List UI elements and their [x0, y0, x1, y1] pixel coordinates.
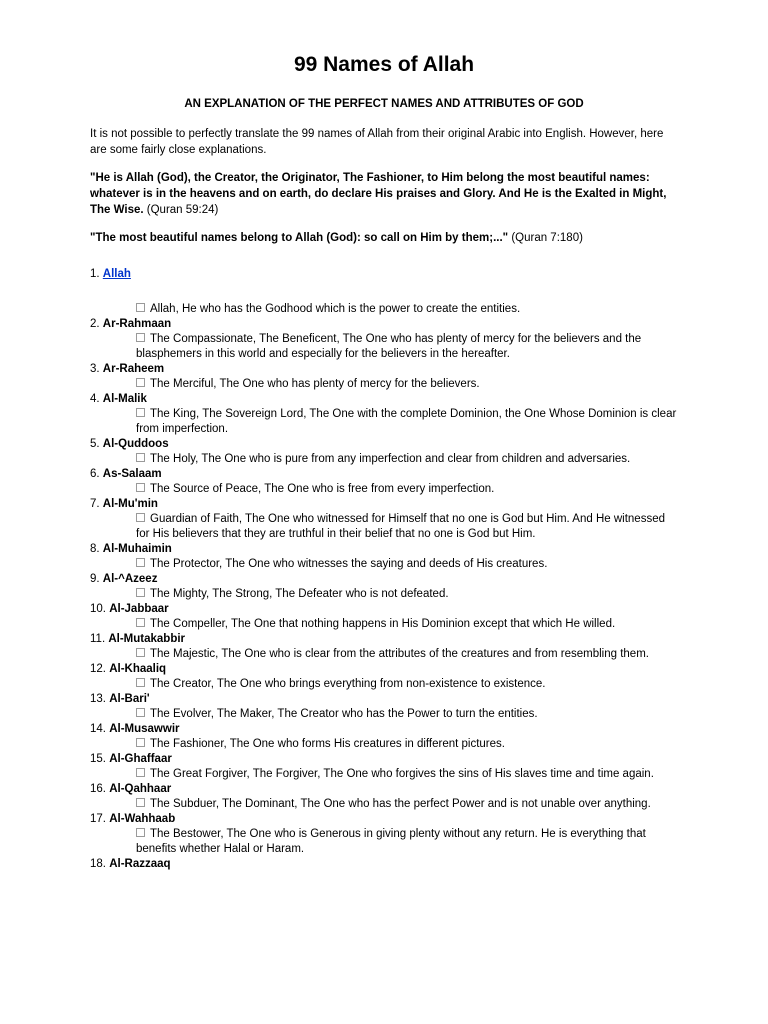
- name-entry: [90, 362, 678, 392]
- name-heading: [90, 317, 678, 332]
- name-entry: [90, 392, 678, 437]
- quote-text: "The most beautiful names belong to Allah (God): so call on Him by them;...": [90, 232, 509, 244]
- name-heading: [90, 782, 678, 797]
- name-entry: [90, 857, 678, 872]
- name-title: Ar-Rahmaan: [102, 318, 172, 330]
- name-entry: [90, 632, 678, 662]
- name-entry: [90, 782, 678, 812]
- name-title: Al-Qahhaar: [109, 783, 172, 795]
- name-description: [90, 452, 678, 467]
- name-title: Al-Muhaimin: [102, 543, 172, 555]
- name-title: As-Salaam: [102, 468, 162, 480]
- name-number: 15.: [90, 753, 106, 765]
- bullet-box-icon: [136, 513, 145, 522]
- name-title: Al-Quddoos: [102, 438, 169, 450]
- name-number: 1.: [90, 268, 100, 280]
- name-entry: [90, 467, 678, 497]
- name-description-text: The Compeller, The One that nothing happens in His Dominion except that which He willed.: [150, 618, 616, 630]
- name-heading: [90, 602, 678, 617]
- name-description-text: The Evolver, The Maker, The Creator who has the Power to turn the entities.: [150, 708, 538, 720]
- name-title: Al-Jabbaar: [109, 603, 169, 615]
- quote-surah-59: [90, 170, 678, 218]
- page-title: 99 Names of Allah: [293, 53, 475, 76]
- bullet-box-icon: [136, 378, 145, 387]
- name-description: [90, 482, 678, 497]
- name-description-text: The Merciful, The One who has plenty of mercy for the believers.: [150, 378, 480, 390]
- bullet-box-icon: [136, 618, 145, 627]
- name-heading: [90, 632, 678, 647]
- name-number: 18.: [90, 858, 106, 870]
- name-description: [90, 617, 678, 632]
- name-number: 9.: [90, 573, 100, 585]
- bullet-box-icon: [136, 708, 145, 717]
- name-description-text: The Majestic, The One who is clear from the attributes of the creatures and from resembling them.: [150, 648, 649, 660]
- name-description-text: The Great Forgiver, The Forgiver, The One who forgives the sins of His slaves time and time again.: [150, 768, 654, 780]
- bullet-box-icon: [136, 333, 145, 342]
- name-description-text: The Source of Peace, The One who is free from every imperfection.: [150, 483, 495, 495]
- name-description-text: The Fashioner, The One who forms His creatures in different pictures.: [150, 738, 505, 750]
- quote-text: "He is Allah (God), the Creator, the Originator, The Fashioner, to Him belong the most beautiful names: whatever is in the heavens and on earth, do declare His praises and Glory. And He is the Exalted in Might, The Wise.: [90, 172, 667, 216]
- quote-reference: (Quran 7:180): [508, 232, 583, 244]
- name-entry: [90, 497, 678, 542]
- name-number: 14.: [90, 723, 106, 735]
- name-heading: [90, 857, 678, 872]
- name-description-text: The Protector, The One who witnesses the saying and deeds of His creatures.: [150, 558, 548, 570]
- bullet-box-icon: [136, 738, 145, 747]
- bullet-box-icon: [136, 588, 145, 597]
- name-number: 3.: [90, 363, 100, 375]
- name-title: Ar-Raheem: [102, 363, 165, 375]
- name-heading: [90, 572, 678, 587]
- name-heading: [90, 497, 678, 512]
- name-link[interactable]: Allah: [102, 268, 131, 280]
- name-number: 8.: [90, 543, 100, 555]
- name-number: 13.: [90, 693, 106, 705]
- bullet-box-icon: [136, 453, 145, 462]
- name-heading: [90, 692, 678, 707]
- name-title: Al-Wahhaab: [109, 813, 176, 825]
- name-description-text: The Compassionate, The Beneficent, The One who has plenty of mercy for the believers and the blasphemers in this world and especially for the believers in the hereafter.: [136, 333, 642, 360]
- name-entry: [90, 317, 678, 362]
- name-number: 7.: [90, 498, 100, 510]
- bullet-box-icon: [136, 558, 145, 567]
- name-heading: [90, 267, 678, 282]
- name-title: Al-^Azeez: [102, 573, 158, 585]
- name-heading: [90, 752, 678, 767]
- name-heading: [90, 362, 678, 377]
- name-heading: [90, 437, 678, 452]
- bullet-box-icon: [136, 303, 145, 312]
- bullet-box-icon: [136, 483, 145, 492]
- name-description-text: The King, The Sovereign Lord, The One with the complete Dominion, the One Whose Dominion is clear from imperfection.: [136, 408, 677, 435]
- page-subtitle: AN EXPLANATION OF THE PERFECT NAMES AND ATTRIBUTES OF GOD: [184, 98, 584, 110]
- name-description-text: The Holy, The One who is pure from any imperfection and clear from children and adversaries.: [150, 453, 631, 465]
- name-description: [90, 707, 678, 722]
- name-description: [90, 587, 678, 602]
- bullet-box-icon: [136, 828, 145, 837]
- name-description: [90, 377, 678, 392]
- name-number: 2.: [90, 318, 100, 330]
- name-entry: [90, 752, 678, 782]
- name-title: Al-Musawwir: [109, 723, 180, 735]
- name-title: Al-Mu'min: [102, 498, 158, 510]
- name-description: [90, 797, 678, 812]
- name-heading: [90, 392, 678, 407]
- name-entry: [90, 722, 678, 752]
- bullet-box-icon: [136, 648, 145, 657]
- name-number: 11.: [90, 633, 106, 645]
- name-heading: [90, 722, 678, 737]
- name-title: Al-Ghaffaar: [109, 753, 172, 765]
- name-description: [90, 767, 678, 782]
- name-heading: [90, 812, 678, 827]
- name-description: [90, 647, 678, 662]
- name-number: 16.: [90, 783, 106, 795]
- name-entry: [90, 602, 678, 632]
- bullet-box-icon: [136, 678, 145, 687]
- name-entry: [90, 267, 678, 317]
- name-number: 12.: [90, 663, 106, 675]
- name-description-text: The Mighty, The Strong, The Defeater who is not defeated.: [150, 588, 449, 600]
- name-description-text: The Creator, The One who brings everything from non-existence to existence.: [150, 678, 546, 690]
- bullet-box-icon: [136, 798, 145, 807]
- name-number: 10.: [90, 603, 106, 615]
- name-number: 6.: [90, 468, 100, 480]
- name-number: 4.: [90, 393, 100, 405]
- name-description-text: Allah, He who has the Godhood which is the power to create the entities.: [150, 303, 521, 315]
- name-number: 5.: [90, 438, 100, 450]
- bullet-box-icon: [136, 408, 145, 417]
- name-description: [90, 332, 678, 362]
- name-description: [90, 302, 678, 317]
- name-description: [90, 557, 678, 572]
- names-list: [90, 267, 678, 872]
- name-entry: [90, 542, 678, 572]
- name-description: [90, 677, 678, 692]
- name-description-text: The Subduer, The Dominant, The One who has the perfect Power and is not unable over anything.: [150, 798, 651, 810]
- name-entry: [90, 572, 678, 602]
- intro-paragraph: It is not possible to perfectly translate the 99 names of Allah from their original Arabic into English. However, here are some fairly close explanations.: [90, 128, 664, 156]
- name-description-text: The Bestower, The One who is Generous in giving plenty without any return. He is everything that benefits whether Halal or Haram.: [136, 828, 646, 855]
- name-description-text: Guardian of Faith, The One who witnessed for Himself that no one is God but Him. And He witnessed for His believers that they are truthful in their belief that no one is God but Him.: [136, 513, 665, 540]
- name-title: Al-Mutakabbir: [108, 633, 186, 645]
- name-description: [90, 407, 678, 437]
- name-description: [90, 737, 678, 752]
- name-entry: [90, 692, 678, 722]
- name-entry: [90, 662, 678, 692]
- name-title: Al-Malik: [102, 393, 147, 405]
- name-title: Al-Razzaaq: [109, 858, 171, 870]
- name-number: 17.: [90, 813, 106, 825]
- bullet-box-icon: [136, 768, 145, 777]
- name-title: Al-Khaaliq: [109, 663, 167, 675]
- name-entry: [90, 437, 678, 467]
- quote-surah-7: [90, 230, 678, 246]
- name-heading: [90, 542, 678, 557]
- name-heading: [90, 467, 678, 482]
- quote-reference: (Quran 59:24): [143, 204, 219, 216]
- name-entry: [90, 812, 678, 857]
- name-heading: [90, 662, 678, 677]
- name-description: [90, 512, 678, 542]
- name-title: Al-Bari': [109, 693, 150, 705]
- name-description: [90, 827, 678, 857]
